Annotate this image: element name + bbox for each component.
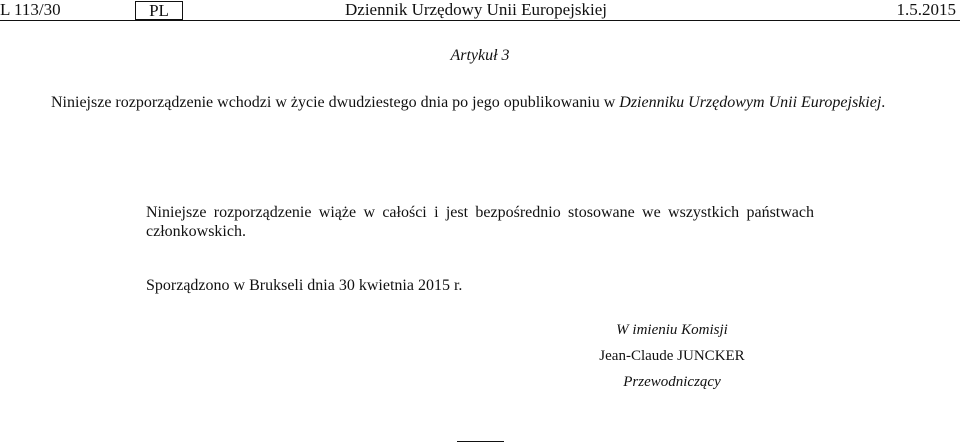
article-title: Artykuł 3 — [450, 47, 510, 64]
page-reference: L 113/30 — [0, 0, 61, 19]
language-badge: PL — [135, 1, 183, 20]
page-header — [0, 0, 960, 20]
article-text-start: Niniejsze rozporządzenie wchodzi w życie dwudziestego dnia po jego opublikowaniu w — [51, 94, 620, 111]
signature-on-behalf: W imieniu Komisji — [616, 322, 728, 338]
publication-date: 1.5.2015 — [896, 0, 956, 19]
signatory-name: Jean-Claude JUNCKER — [599, 348, 745, 364]
article-text-end: . — [881, 94, 886, 111]
signatory-role: Przewodniczący — [623, 374, 721, 390]
header-divider — [0, 20, 960, 21]
end-divider — [457, 441, 504, 442]
done-at-line: Sporządzono w Brukseli dnia 30 kwietnia 2015 r. — [146, 277, 463, 294]
article-text-italic: Dzienniku Urzędowym Unii Europejskiej — [619, 94, 882, 111]
article-body — [51, 92, 911, 114]
binding-paragraph: Niniejsze rozporządzenie wiąże w całości i jest bezpośrednio stosowane we wszystkich państwach członkowskich. — [146, 204, 814, 240]
journal-title: Dziennik Urzędowy Unii Europejskiej — [345, 0, 608, 19]
